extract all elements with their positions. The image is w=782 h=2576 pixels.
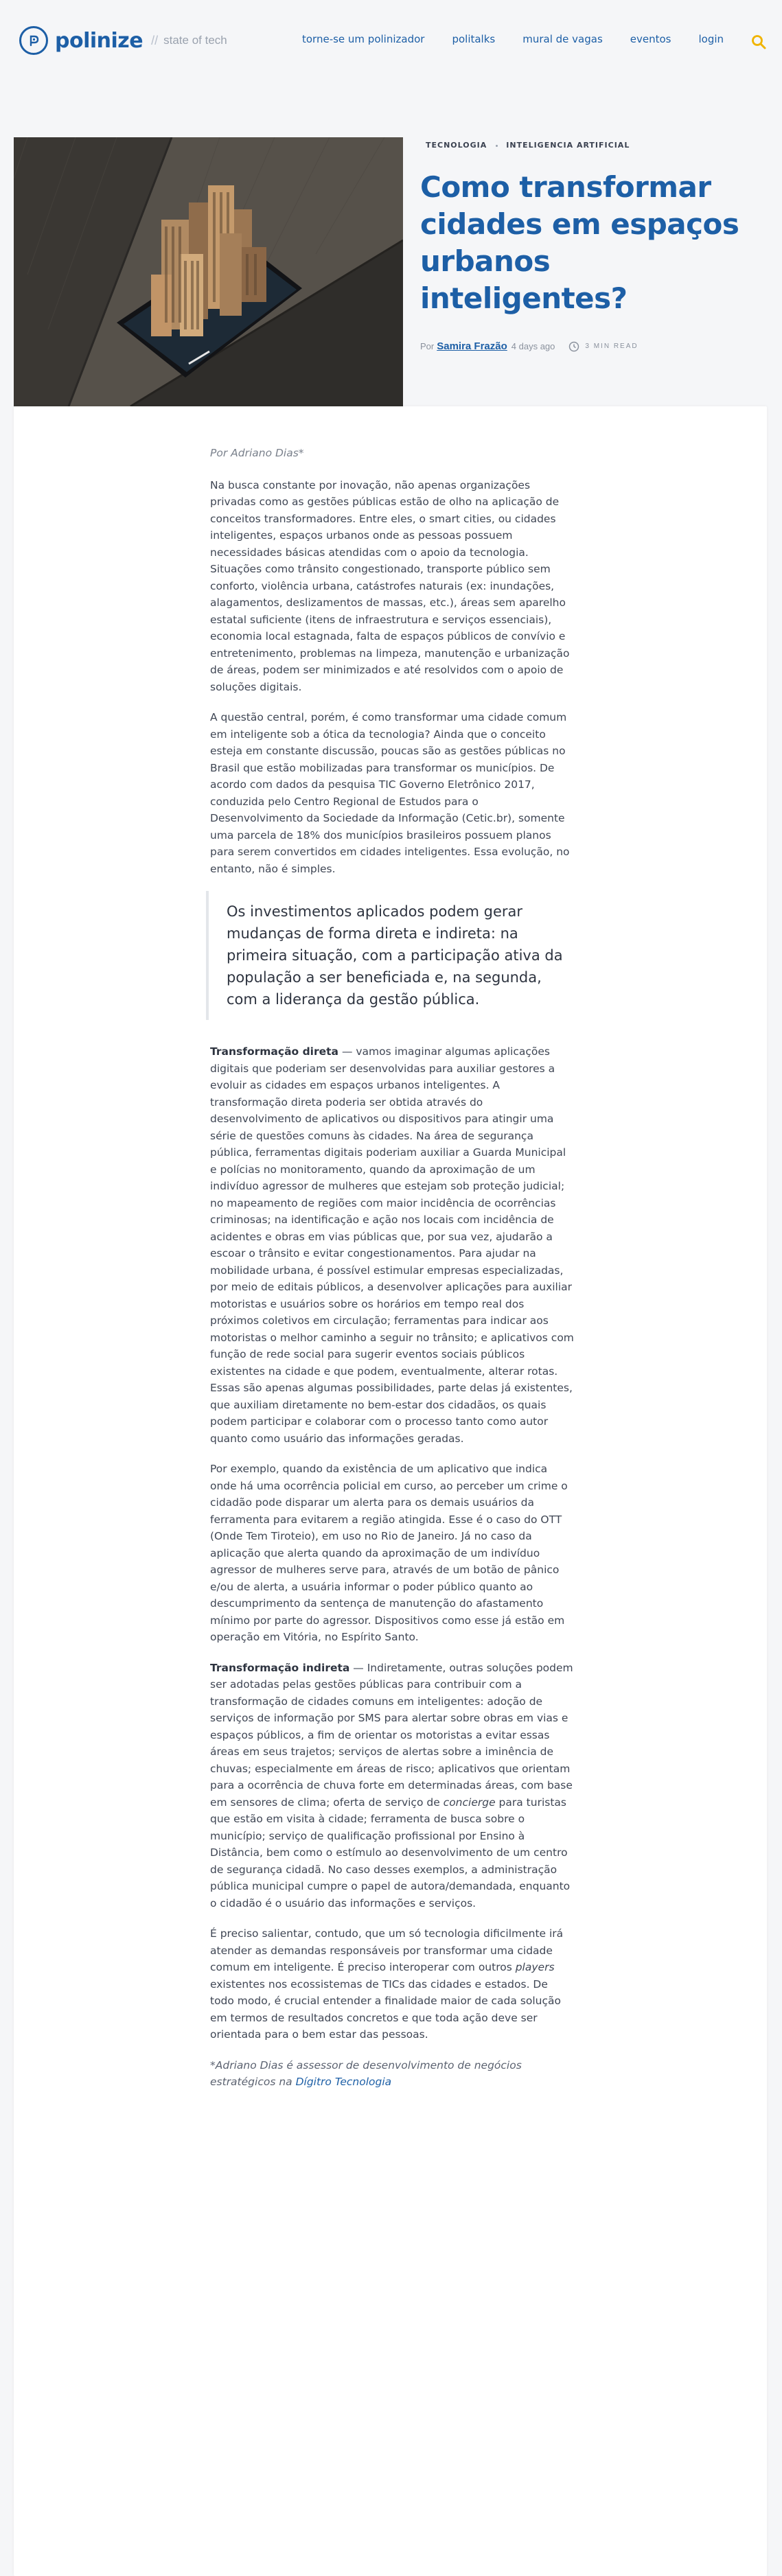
- main-nav: [302, 33, 748, 45]
- clock-icon: [568, 341, 579, 352]
- post-title: Como transformar cidades em espaços urbanos inteligentes?: [420, 170, 739, 315]
- paragraph: Na busca constante por inovação, não apenas organizações privadas como as gestões públicas estão de olho na aplicação de conceitos transformadores. Entre eles, o smart cities, ou cidades inteligentes, espaços urbanos onde as pessoas possuem necessidades básicas atendidas com o apoio da tecnologia. Situações como trânsito congestionado, transporte público sem conforto, violência urbana, catástrofes naturais (ex: inundações, alagamentos, deslizamentos de massas, etc.), áreas sem aparelho estatal suficiente (itens de infraestrutura e serviços essenciais), economia local estagnada, falta de espaços públicos de convívio e entretenimento, problemas na limpeza, manutenção e urbanização de áreas, podem ser minimizados e até resolvidos com o apoio de soluções digitais.: [210, 478, 570, 693]
- tag-inteligencia-artificial[interactable]: INTELIGENCIA ARTIFICIAL: [506, 141, 630, 150]
- pull-quote: Os investimentos aplicados podem gerar mudanças de forma direta e indireta: na primeira situação, com a participação ativa da população a ser beneficiada e, na segunda, com a liderança da gestão pública.: [206, 891, 574, 1020]
- company-link[interactable]: Dígitro Tecnologia: [295, 2076, 392, 2088]
- brand-name: polinize: [55, 28, 143, 53]
- paragraph: [210, 1043, 574, 1447]
- brand-tagline: state of tech: [163, 34, 227, 47]
- paragraph: [210, 1925, 574, 2043]
- brand-logo[interactable]: [19, 26, 227, 55]
- nav-item-mural-de-vagas[interactable]: mural de vagas: [522, 33, 603, 45]
- author-link[interactable]: Samira Frazão: [437, 340, 507, 352]
- author-prefix: Por: [420, 341, 435, 351]
- post-date: 4 days ago: [511, 341, 555, 351]
- paragraph: Por exemplo, quando da existência de um aplicativo que indica onde há uma ocorrência policial em curso, ao perceber um crime o cidadão pode disparar um alerta para os demais usuários da ferramenta para evitarem a região atingida. Esse é o caso do OTT (Onde Tem Tiroteio), em uso no Rio de Janeiro. Já no caso da aplicação que alerta quando da aproximação de um indivíduo agressor de mulheres serve para, através de um botão de pânico e/ou de alerta, a usuária informar o poder público quanto ao descumprimento da sentença de manutenção do afastamento mínimo por parte do agressor. Dispositivos como esse já estão em operação em Vitória, no Espírito Santo.: [210, 1463, 568, 1643]
- paragraph: A questão central, porém, é como transformar uma cidade comum em inteligente sob a ótica da tecnologia? Ainda que o conceito esteja em constante discussão, poucas são as gestões públicas no Brasil que estão mobilizadas para transformar os municípios. De acordo com dados da pesquisa TIC Governo Eletrônico 2017, conduzida pelo Centro Regional de Estudos para o Desenvolvimento da Sociedade da Informação (Cetic.br), somente uma parcela de 18% dos municípios brasileiros possuem planos para serem convertidos em cidades inteligentes. Essa evolução, no entanto, não é simples.: [210, 711, 570, 875]
- article-body: [210, 445, 574, 2104]
- paragraph-lead: Transformação direta: [210, 1045, 339, 1058]
- article-byline: Por Adriano Dias*: [210, 447, 304, 459]
- nav-item-login[interactable]: login: [698, 33, 724, 45]
- author-footnote: [210, 2057, 574, 2091]
- brand-separator: //: [151, 33, 159, 47]
- paragraph-emphasis: players: [515, 1961, 555, 1973]
- paragraph-text: É preciso salientar, contudo, que um só tecnologia dificilmente irá atender as demandas responsáveis por transformar uma cidade comum em inteligente. É preciso interoperar com outros: [210, 1927, 564, 1973]
- featured-image: [14, 137, 403, 406]
- search-icon[interactable]: [750, 34, 767, 50]
- tag-tecnologia[interactable]: TECNOLOGIA: [426, 141, 487, 150]
- paragraph-text: existentes nos ecossistemas de TICs das cidades e estados. De todo modo, é crucial entender a finalidade maior de cada solução em termos de resultados concretos e que toda ação deve ser orientada para o bem estar das pessoas.: [210, 1977, 562, 2041]
- paragraph-text: para turistas que estão em visita à cidade; ferramenta de busca sobre o município; serviço de qualificação profissional por Ensino à Distância, bem como o estímulo ao desenvolvimento de um centro de segurança cidadã. No caso desses exemplos, a administração pública municipal cumpre o papel de autora/demandada, enquanto o cidadão é o usuário das informações e serviços.: [210, 1796, 571, 1910]
- post-tags: [426, 141, 649, 150]
- read-time: 3 MIN READ: [585, 343, 639, 350]
- paragraph-text: — vamos imaginar algumas aplicações digitais que poderiam ser desenvolvidas para auxiliar gestores a evoluir as cidades em espaços urbanos inteligentes. A transformação direta poderia ser obtida através do desenvolvimento de aplicativos ou dispositivos para atingir uma série de questões comuns às cidades. Na área de segurança pública, ferramentas digitais poderiam auxiliar a Guarda Municipal e polícias no monitoramento, quando da aproximação de um indivíduo agressor de mulheres que estejam sob proteção judicial; no mapeamento de regiões com maior incidência de ocorrências criminosas; na identificação e ação nos locais com incidência de acidentes e obras em vias públicas que, por sua vez, ajudarão a escoar o trânsito e evitar congestionamentos. Para ajudar na mobilidade urbana, é possível estimular empresas especializadas, por meio de editais públicos, a desenvolver aplicações para auxiliar motoristas e usuários sobre os horários em tempo real dos próximos coletivos em circulação; ferramentas para indicar aos motoristas o melhor caminho a seguir no trânsito; e aplicativos com função de rede social para sugerir eventos sociais públicos existentes na cidade e que podem, eventualmente, alterar rotas. Essas são apenas algumas possibilidades, parte delas já existentes, que auxiliam diretamente no bem-estar dos cidadãos, os quais podem participar e colaborar com o processo tanto como autor quanto como usuário das informações geradas.: [210, 1045, 574, 1445]
- logo-mark-icon: [19, 26, 48, 55]
- post-meta: [420, 340, 639, 352]
- paragraph: [210, 1660, 574, 1912]
- nav-item-politalks[interactable]: politalks: [452, 33, 496, 45]
- paragraph-lead: Transformação indireta: [210, 1661, 350, 1674]
- footnote-text: *Adriano Dias é assessor de desenvolvimento de negócios estratégicos na: [210, 2058, 522, 2088]
- paragraph-emphasis: concierge: [443, 1796, 496, 1809]
- site-header: [0, 0, 782, 82]
- nav-item-polinizador[interactable]: torne-se um polinizador: [302, 33, 425, 45]
- paragraph-text: — Indiretamente, outras soluções podem ser adotadas pelas gestões públicas para contribuir com a transformação de cidades comuns em inteligentes: adoção de serviços de informação por SMS para alertar sobre obras em vias e espaços públicos, a fim de orientar os motoristas a evitar essas áreas em seus trajetos; serviços de alertas sobre a iminência de chuvas; especialmente em áreas de risco; aplicativos que orientam para a ocorrência de chuva forte em determinadas áreas, com base em sensores de clima; oferta de serviço de: [210, 1661, 573, 1809]
- nav-item-eventos[interactable]: eventos: [630, 33, 671, 45]
